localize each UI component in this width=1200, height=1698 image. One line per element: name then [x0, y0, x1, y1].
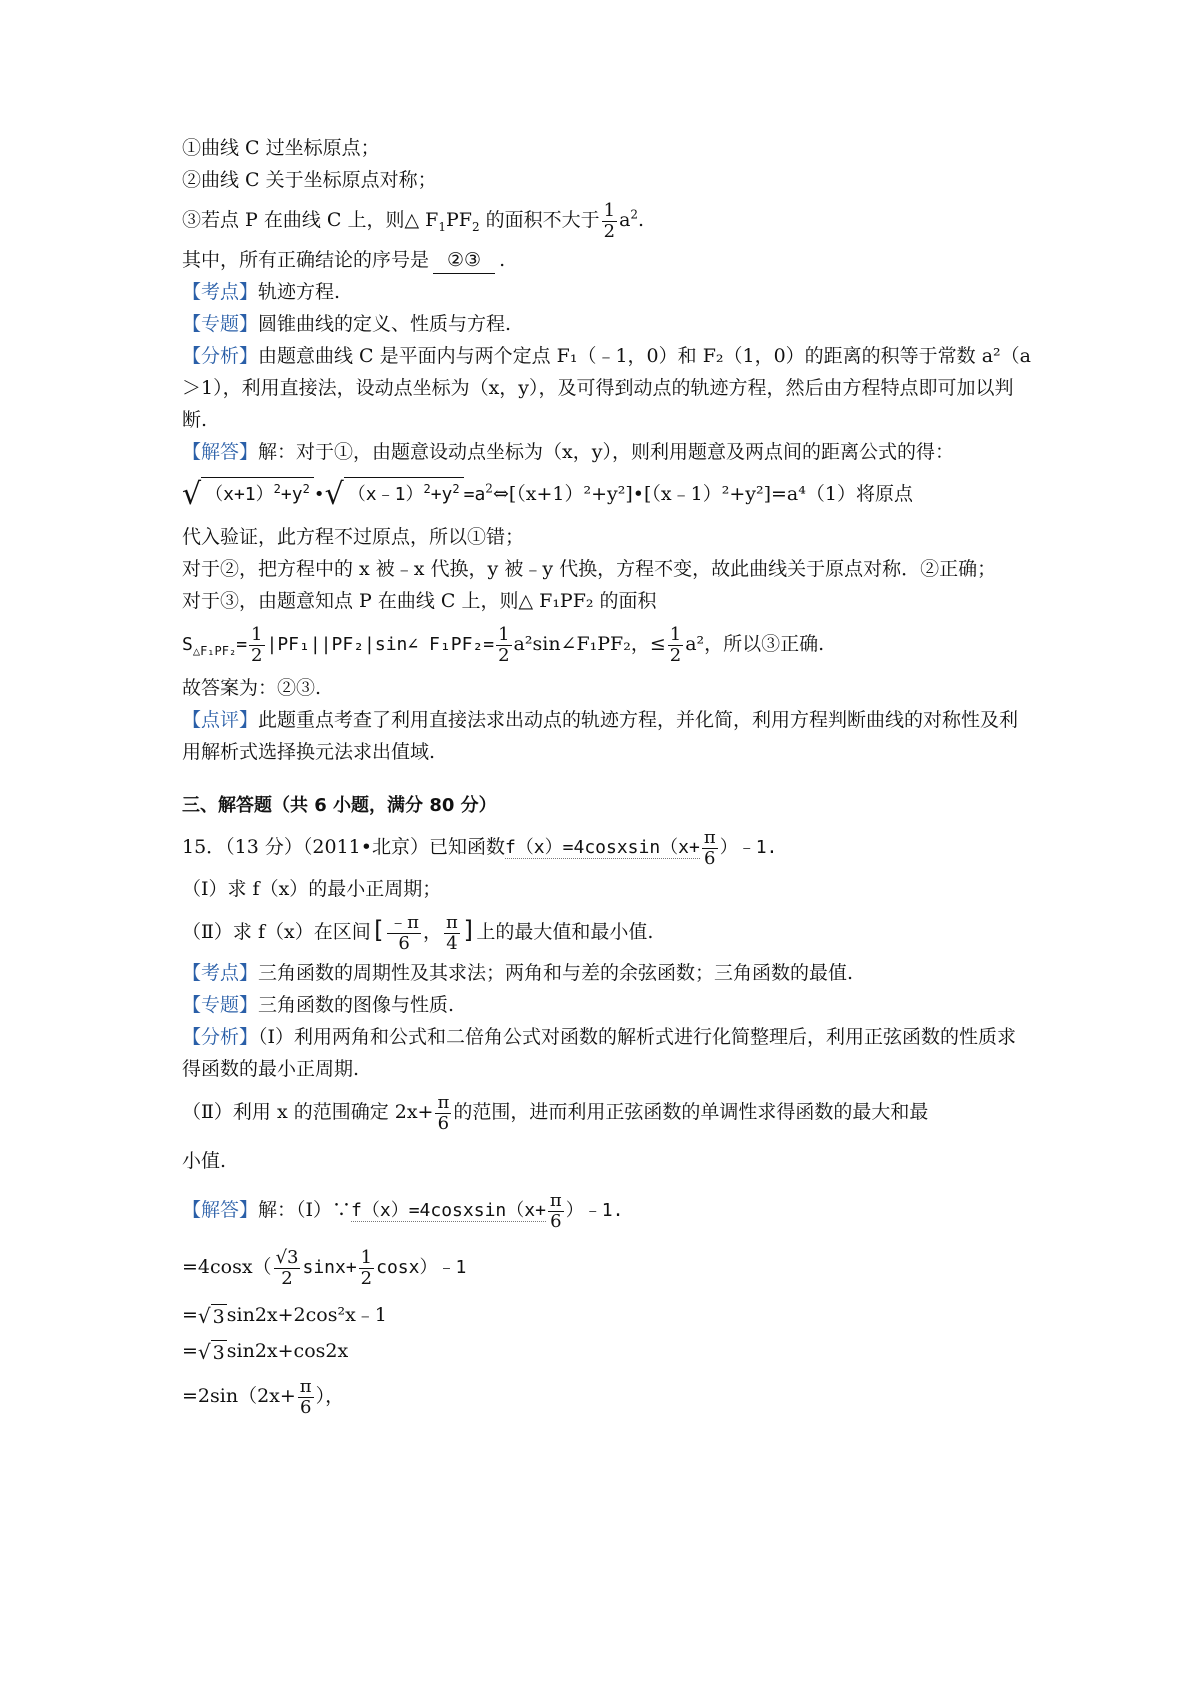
item-3-tail: a [619, 209, 631, 231]
frac-den: 2 [669, 644, 682, 666]
frac-den: 6 [704, 847, 716, 869]
y2: +y [430, 484, 453, 505]
equation-2 [182, 617, 1032, 672]
q15-jieda-line [182, 1183, 1032, 1238]
sup-2: 2 [302, 482, 310, 496]
frac-num: π [299, 1375, 312, 1397]
comma: ， [423, 921, 443, 943]
step4-post: ）， [315, 1385, 345, 1407]
q15-fenxi2-pre: （Ⅱ）利用 x 的范围确定 2x+ [182, 1101, 434, 1123]
frac-den: 2 [603, 220, 616, 242]
q15-part1-text: （Ⅰ）求 f（x）的最小正周期； [182, 878, 442, 900]
eq-sign: = [236, 634, 248, 655]
frac-num: π [437, 1091, 450, 1113]
q15-fenxi2-post: 的范围，进而利用正弦函数的单调性求得函数的最大和最 [453, 1101, 929, 1123]
radical-sign: √ [197, 1340, 211, 1364]
q15-jieda-tag: 【解答】 [182, 1199, 259, 1221]
sub-1: 1 [438, 219, 446, 234]
fraction-sqrt3-2 [274, 1248, 301, 1289]
step3-post: sin2x+cos2x [226, 1340, 349, 1362]
dianping-tag: 【点评】 [182, 709, 259, 731]
radical-sign: √ [197, 1304, 211, 1328]
fraction-half [249, 625, 264, 666]
fraction-pi-6 [702, 828, 718, 869]
frac-num: 1 [360, 1246, 373, 1268]
section-heading: 三、解答题（共 6 小题，满分 80 分） [182, 795, 497, 816]
y2: +y [280, 484, 303, 505]
jieda-line-2 [182, 521, 1032, 553]
equation-1 [182, 468, 1032, 521]
item-2-text: ②曲线 C 关于坐标原点对称； [182, 169, 437, 191]
q15-fx-end-2: ）﹣1. [565, 1200, 624, 1221]
fraction-pi-6 [548, 1191, 564, 1232]
q15-fx-end: ）﹣1. [719, 837, 778, 858]
eq1-rest: ⇔[（x+1）²+y²]•[（x﹣1）²+y²]=a⁴（1）将原点 [492, 483, 913, 505]
sqrt-3 [198, 1340, 227, 1364]
eq2-end: a²，所以③正确. [685, 633, 825, 655]
q15-part1 [182, 873, 1032, 905]
jieda-line-5 [182, 672, 1032, 704]
fenxi-tag: 【分析】 [182, 345, 259, 367]
q15-zhuanti-line [182, 989, 1032, 1021]
jieda-text-4: 对于③，由题意知点 P 在曲线 C 上，则△ F₁PF₂ 的面积 [182, 590, 657, 612]
jieda-text-5: 故答案为：②③. [182, 677, 322, 699]
eq1-b: （x﹣1） [347, 484, 424, 505]
eq1-a: （x+1） [205, 484, 274, 505]
frac-den: 2 [360, 1267, 373, 1289]
answer-suffix: . [499, 249, 506, 271]
frac-den: 6 [437, 1112, 450, 1134]
zhuanti-text: 圆锥曲线的定义、性质与方程. [258, 313, 512, 335]
frac-num: π [549, 1189, 562, 1211]
item-3 [182, 196, 1032, 244]
sup-2: 2 [273, 482, 281, 496]
jieda-text-1: 解：对于①，由题意设动点坐标为（x，y），则利用题意及两点间的距离公式的得： [258, 441, 954, 463]
item-3-end: . [638, 209, 645, 231]
step4-pre: =2sin（2x+ [182, 1385, 296, 1407]
answer-prefix: 其中，所有正确结论的序号是 [182, 249, 430, 271]
step2-post: sin2x+2cos²x﹣1 [226, 1304, 387, 1326]
item-1 [182, 132, 1032, 164]
q15-part2-pre: （Ⅱ）求 f（x）在区间 [182, 921, 371, 943]
eq2-mid: |PF₁||PF₂|sin∠ F₁PF₂ [266, 634, 484, 655]
fenxi-text: 由题意曲线 C 是平面内与两个定点 F₁（﹣1，0）和 F₂（1，0）的距离的积等于常数 a²（a＞1），利用直接法，设动点坐标为（x，y），及可得到动点的轨迹方程，然后由方程特点即可加以判断. [182, 345, 1031, 431]
fraction-neg-pi-6 [387, 913, 421, 954]
fraction-pi-4 [444, 913, 460, 954]
q15-fenxi-2 [182, 1085, 1032, 1139]
fraction-half [496, 625, 511, 666]
fraction-half [602, 201, 617, 242]
q15-fenxi-block [182, 1021, 1032, 1085]
frac-den: 6 [550, 1210, 562, 1232]
q15-step-3 [182, 1333, 1032, 1369]
eq-sign: = [483, 634, 495, 655]
sup-2: 2 [485, 481, 493, 496]
frac-num: 1 [669, 623, 682, 645]
q15-part2-post: 上的最大值和最小值. [476, 921, 654, 943]
dot: • [313, 484, 325, 505]
q15-fenxi-tag: 【分析】 [182, 1026, 259, 1048]
radical-sign: √ [182, 477, 202, 512]
q15-step-4 [182, 1369, 1032, 1423]
q15-step-2 [182, 1297, 1032, 1333]
q15-head-text: 15．（13 分）（2011•北京）已知函数 [182, 836, 505, 858]
eq-a2: =a [463, 484, 486, 505]
frac-den: 2 [498, 644, 510, 666]
sup-2: 2 [452, 482, 460, 496]
kaodian-tag: 【考点】 [182, 281, 259, 303]
frac-num: π [703, 826, 716, 848]
zhuanti-tag: 【专题】 [182, 313, 259, 335]
q15-kaodian-line [182, 957, 1032, 989]
sup-2: 2 [630, 207, 639, 222]
q15-part2 [182, 905, 1032, 957]
sub-2: 2 [471, 219, 480, 234]
frac-num: π [446, 911, 458, 933]
answer-line [182, 244, 1032, 276]
sup-2: 2 [423, 482, 431, 496]
document-page [182, 132, 1032, 1423]
q15-zhuanti-text: 三角函数的图像与性质. [258, 994, 455, 1016]
dianping-text: 此题重点考查了利用直接法求出动点的轨迹方程，并化简，利用方程判断曲线的对称性及利用解析式选择换元法求出值域. [182, 709, 1019, 763]
frac-num: 1 [498, 623, 510, 645]
frac-den: 6 [299, 1396, 312, 1418]
jieda-line-4 [182, 585, 1032, 617]
item-3-post: 的面积不大于 [479, 209, 600, 231]
fraction-pi-6 [298, 1377, 314, 1418]
q15-kaodian-text: 三角函数的周期性及其求法；两角和与差的余弦函数；三角函数的最值. [258, 962, 854, 984]
q15-jieda-pre: 解：（Ⅰ）∵ [258, 1199, 352, 1221]
step3-pre: = [182, 1340, 198, 1362]
radical-sign: √ [324, 477, 344, 512]
fraction-pi-6 [435, 1093, 451, 1134]
frac-den: 6 [398, 932, 410, 954]
radicand-1 [201, 477, 314, 513]
frac-num: 1 [603, 199, 616, 221]
q15-fenxi-3 [182, 1139, 1032, 1183]
step1-mid: sinx+ [302, 1257, 357, 1278]
fenxi-block [182, 340, 1032, 436]
radicand-3: 3 [212, 1306, 225, 1328]
step2-pre: = [182, 1304, 198, 1326]
q15-step-1 [182, 1238, 1032, 1297]
dianping-block [182, 704, 1032, 768]
jieda-text-3: 对于②，把方程中的 x 被﹣x 代换，y 被﹣y 代换，方程不变，故此曲线关于原点对称．②正确； [182, 558, 997, 580]
q15-head [182, 822, 1032, 873]
answer-blank: ②③ [433, 247, 495, 274]
eq2-mid2: a²sin∠F₁PF₂，≤ [513, 633, 666, 655]
q15-fx-2: f（x）=4cosxsin（x+ [351, 1200, 546, 1221]
jieda-tag: 【解答】 [182, 441, 259, 463]
sqrt-3 [198, 1304, 227, 1328]
step1-end: cosx）﹣1 [376, 1257, 467, 1278]
frac-den: 4 [446, 932, 458, 954]
q15-fx: f（x）=4cosxsin（x+ [504, 837, 700, 858]
zhuanti-line [182, 308, 1032, 340]
q15-zhuanti-tag: 【专题】 [182, 994, 259, 1016]
item-2 [182, 164, 1032, 196]
sqrt-1 [182, 477, 314, 513]
eq2-left: S [182, 634, 193, 655]
radicand-2 [344, 477, 464, 513]
fraction-half [668, 625, 683, 666]
eq2-sub: △F₁PF₂ [192, 643, 237, 658]
right-bracket: ] [461, 916, 477, 944]
frac-den: 2 [281, 1267, 293, 1289]
sqrt-2 [325, 477, 464, 513]
jieda-line [182, 436, 1032, 468]
radicand-3: 3 [212, 1342, 225, 1364]
frac-num: √3 [275, 1246, 299, 1268]
q15-kaodian-tag: 【考点】 [182, 962, 259, 984]
jieda-text-2: 代入验证，此方程不过原点，所以①错； [182, 526, 525, 548]
item-1-text: ①曲线 C 过坐标原点； [182, 137, 380, 159]
left-bracket: [ [370, 916, 386, 944]
item-3-mid: PF [445, 209, 472, 231]
frac-num: ﹣π [389, 911, 419, 933]
q15-fenxi2-end: 小值. [182, 1150, 227, 1172]
step1-pre: =4cosx（ [182, 1256, 272, 1278]
frac-num: 1 [251, 623, 263, 645]
fraction-half [359, 1248, 374, 1289]
item-3-pre: ③若点 P 在曲线 C 上，则△ F [182, 209, 439, 231]
kaodian-text: 轨迹方程. [258, 281, 341, 303]
frac-den: 2 [251, 644, 263, 666]
q15-fenxi-text: （Ⅰ）利用两角和公式和二倍角公式对函数的解析式进行化简整理后，利用正弦函数的性质求得函数的最小正周期. [182, 1026, 1017, 1080]
jieda-line-3 [182, 553, 1032, 585]
kaodian-line [182, 276, 1032, 308]
